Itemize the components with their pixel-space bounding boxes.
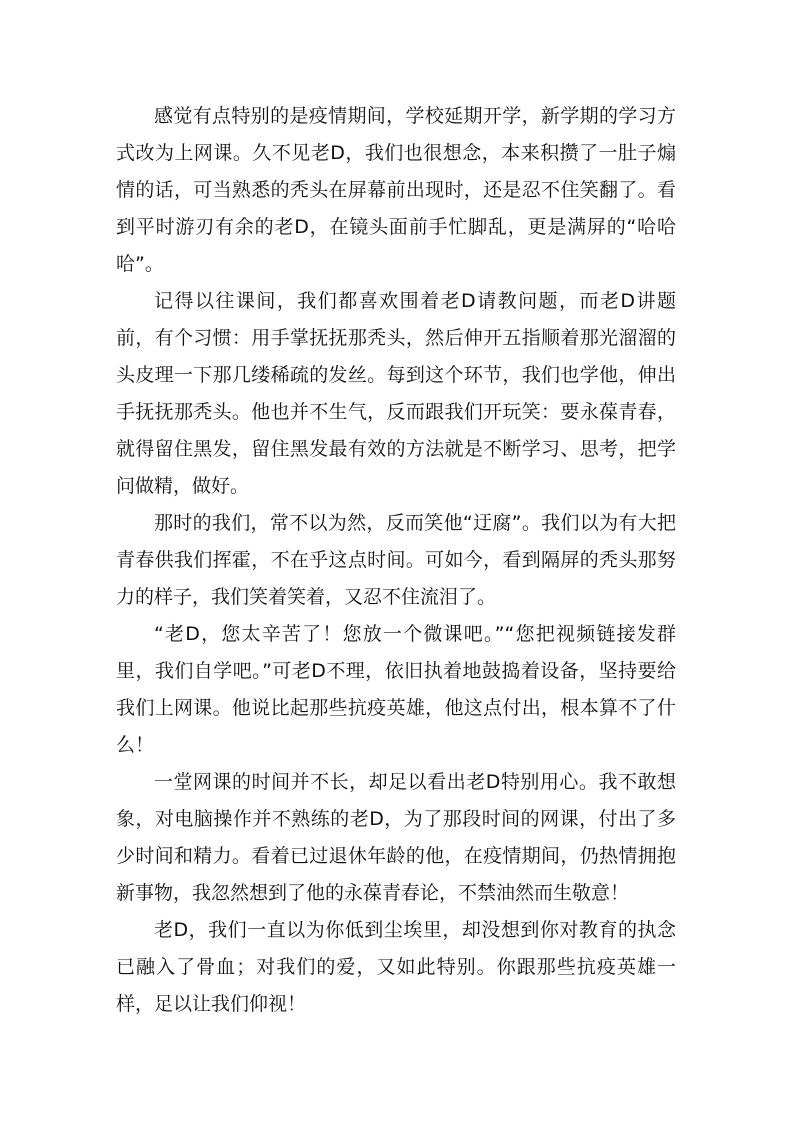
paragraph: 老D，我们一直以为你低到尘埃里，却没想到你对教育的执念已融入了骨血；对我们的爱，又如此特别。你跟那些抗疫英雄一样，足以让我们仰视！ (116, 919, 676, 1015)
paragraph: “老D，您太辛苦了！您放一个微课吧。”“您把视频链接发群里，我们自学吧。”可老D不理，依旧执着地鼓捣着设备，坚持要给我们上网课。他说比起那些抗疫英雄，他这点付出，根本算不了什么！ (116, 623, 676, 756)
paragraph: 记得以往课间，我们都喜欢围着老D请教问题，而老D讲题前，有个习惯：用手掌抚抚那秃头，然后伸开五指顺着那光溜溜的头皮理一下那几缕稀疏的发丝。每到这个环节，我们也学他，伸出手抚抚那秃头。他也并不生气，反而跟我们开玩笑：要永葆青春，就得留住黑发，留住黑发最有效的方法就是不断学习、思考，把学问做精，做好。 (116, 290, 676, 497)
paragraph: 感觉有点特别的是疫情期间，学校延期开学，新学期的学习方式改为上网课。久不见老D，我们也很想念，本来积攒了一肚子煽情的话，可当熟悉的秃头在屏幕前出现时，还是忍不住笑翻了。看到平时游刃有余的老D，在镜头面前手忙脚乱，更是满屏的“哈哈哈”。 (116, 105, 676, 275)
document-body (116, 98, 676, 1023)
paragraph: 一堂网课的时间并不长，却足以看出老D特别用心。我不敢想象，对电脑操作并不熟练的老D，为了那段时间的网课，付出了多少时间和精力。看着已过退休年龄的他，在疫情期间，仍热情拥抱新事物，我忽然想到了他的永葆青春论，不禁油然而生敬意！ (116, 771, 676, 904)
paragraph: 那时的我们，常不以为然，反而笑他“迂腐”。我们以为有大把青春供我们挥霍，不在乎这点时间。可如今，看到隔屏的秃头那努力的样子，我们笑着笑着，又忍不住流泪了。 (116, 512, 676, 608)
